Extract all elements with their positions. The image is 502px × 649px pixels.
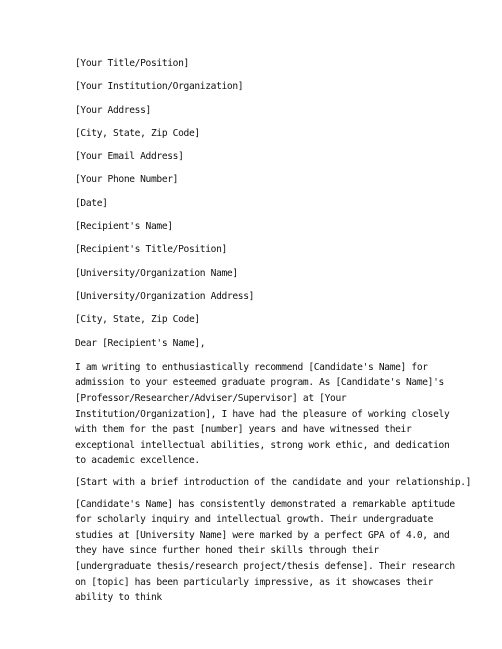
recipient-organization: [University/Organization Name] xyxy=(75,267,238,279)
sender-address: [Your Address] xyxy=(75,104,151,116)
body-paragraph-3: [Candidate's Name] has consistently demonstrated a remarkable aptitude for scholarly inquiry and intellectual growth. Their undergraduate studies at [University Name] were marked by a perfect GPA of 4.0, and they have since further honed their skills through their [undergraduate thesis/research project/thesis defense]. Their research on [topic] has been particularly impressive, as it showcases their ability to think xyxy=(75,498,455,604)
recipient-block xyxy=(75,219,457,335)
salutation: Dear [Recipient's Name], xyxy=(75,337,206,349)
sender-title: [Your Title/Position] xyxy=(75,58,189,69)
sender-email: [Your Email Address] xyxy=(75,151,184,163)
sender-phone: [Your Phone Number] xyxy=(75,174,179,186)
recipient-title: [Recipient's Title/Position] xyxy=(75,244,227,256)
recipient-address: [University/Organization Address] xyxy=(75,290,255,302)
body-paragraph-1: I am writing to enthusiastically recommend [Candidate's Name] for admission to your esteemed graduate program. As [Candidate's Name]'s [Professor/Researcher/Adviser/Supervisor] at [Your Institution/Organization], I have had the pleasure of working closely with them for the past [number] years and have witnessed their exceptional intellectual abilities, strong work ethic, and dedication to academic excellence. xyxy=(75,361,450,467)
recommendation-letter xyxy=(75,56,472,612)
recipient-city-state-zip: [City, State, Zip Code] xyxy=(75,314,200,326)
sender-block xyxy=(75,56,457,196)
recipient-name: [Recipient's Name] xyxy=(75,221,173,233)
sender-institution: [Your Institution/Organization] xyxy=(75,81,244,93)
letter-date: [Date] xyxy=(75,197,108,209)
sender-city-state-zip: [City, State, Zip Code] xyxy=(75,127,200,139)
body-paragraph-2: [Start with a brief introduction of the candidate and your relationship.] xyxy=(75,477,472,489)
